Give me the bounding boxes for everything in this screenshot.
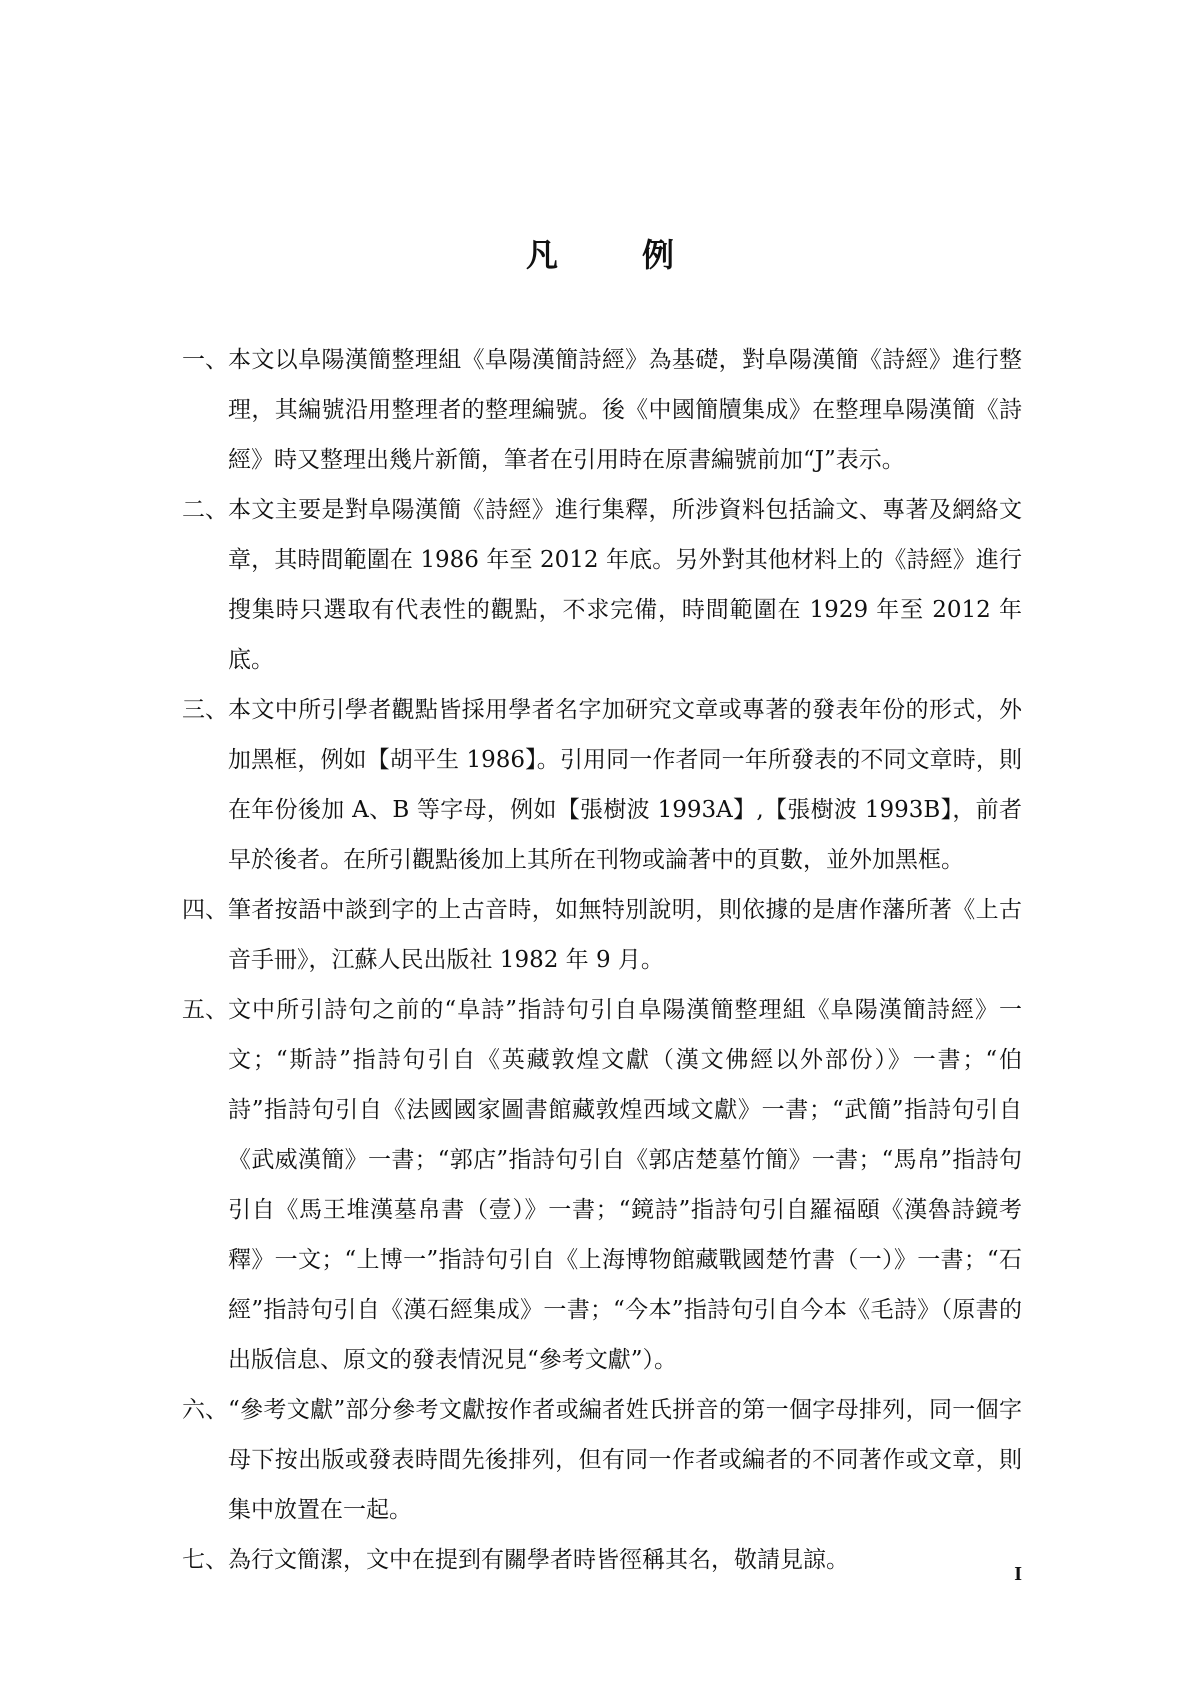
rule-number: 三、: [182, 697, 228, 723]
rule-number: 七、: [182, 1547, 228, 1573]
rule-item-2: [182, 485, 1022, 685]
rule-item-4: [182, 885, 1022, 985]
rule-text: “參考文獻”部分參考文獻按作者或編者姓氏拼音的第一個字母排列，同一個字母下按出版或發表時間先後排列，但有同一作者或編者的不同著作或文章，則集中放置在一起。: [228, 1397, 1022, 1523]
rule-number: 二、: [182, 497, 228, 523]
rule-text: 本文以阜陽漢簡整理組《阜陽漢簡詩經》為基礎，對阜陽漢簡《詩經》進行整理，其編號沿用整理者的整理編號。後《中國簡牘集成》在整理阜陽漢簡《詩經》時又整理出幾片新簡，筆者在引用時在原書編號前加“J”表示。: [228, 347, 1022, 473]
rule-text: 本文中所引學者觀點皆採用學者名字加研究文章或專著的發表年份的形式，外加黑框，例如【胡平生 1986】。引用同一作者同一年所發表的不同文章時，則在年份後加 A、B 等字母，例如【張樹波 1993A】,【張樹波 1993B】，前者早於後者。在所引觀點後加上其所在刊物或論著中的頁數，並外加黑框。: [228, 697, 1022, 873]
rules-list: [182, 335, 1022, 1585]
rule-item-1: [182, 335, 1022, 485]
rule-text: 為行文簡潔，文中在提到有關學者時皆徑稱其名，敬請見諒。: [228, 1547, 849, 1573]
rule-number: 六、: [182, 1397, 228, 1423]
rule-item-7: [182, 1535, 1022, 1585]
page-title: 凡 例: [525, 236, 700, 275]
rule-text: 本文主要是對阜陽漢簡《詩經》進行集釋，所涉資料包括論文、專著及網絡文章，其時間範圍在 1986 年至 2012 年底。另外對其他材料上的《詩經》進行搜集時只選取有代表性的觀點，不求完備，時間範圍在 1929 年至 2012 年底。: [228, 497, 1022, 673]
rule-item-5: [182, 985, 1022, 1385]
rule-number: 五、: [182, 997, 228, 1023]
rule-item-6: [182, 1385, 1022, 1535]
rule-text: 筆者按語中談到字的上古音時，如無特別說明，則依據的是唐作藩所著《上古音手冊》，江蘇人民出版社 1982 年 9 月。: [228, 897, 1022, 973]
rule-number: 四、: [182, 897, 228, 923]
rule-number: 一、: [182, 347, 228, 373]
rule-text: 文中所引詩句之前的“阜詩”指詩句引自阜陽漢簡整理組《阜陽漢簡詩經》一文；“斯詩”指詩句引自《英藏敦煌文獻（漢文佛經以外部份）》一書；“伯詩”指詩句引自《法國國家圖書館藏敦煌西域文獻》一書；“武簡”指詩句引自《武威漢簡》一書；“郭店”指詩句引自《郭店楚墓竹簡》一書；“馬帛”指詩句引自《馬王堆漢墓帛書（壹）》一書；“鏡詩”指詩句引自羅福頤《漢魯詩鏡考釋》一文；“上博一”指詩句引自《上海博物館藏戰國楚竹書（一）》一書；“石經”指詩句引自《漢石經集成》一書；“今本”指詩句引自今本《毛詩》（原書的出版信息、原文的發表情況見“參考文獻”）。: [228, 997, 1022, 1373]
page-number: I: [1014, 1563, 1022, 1585]
rule-item-3: [182, 685, 1022, 885]
